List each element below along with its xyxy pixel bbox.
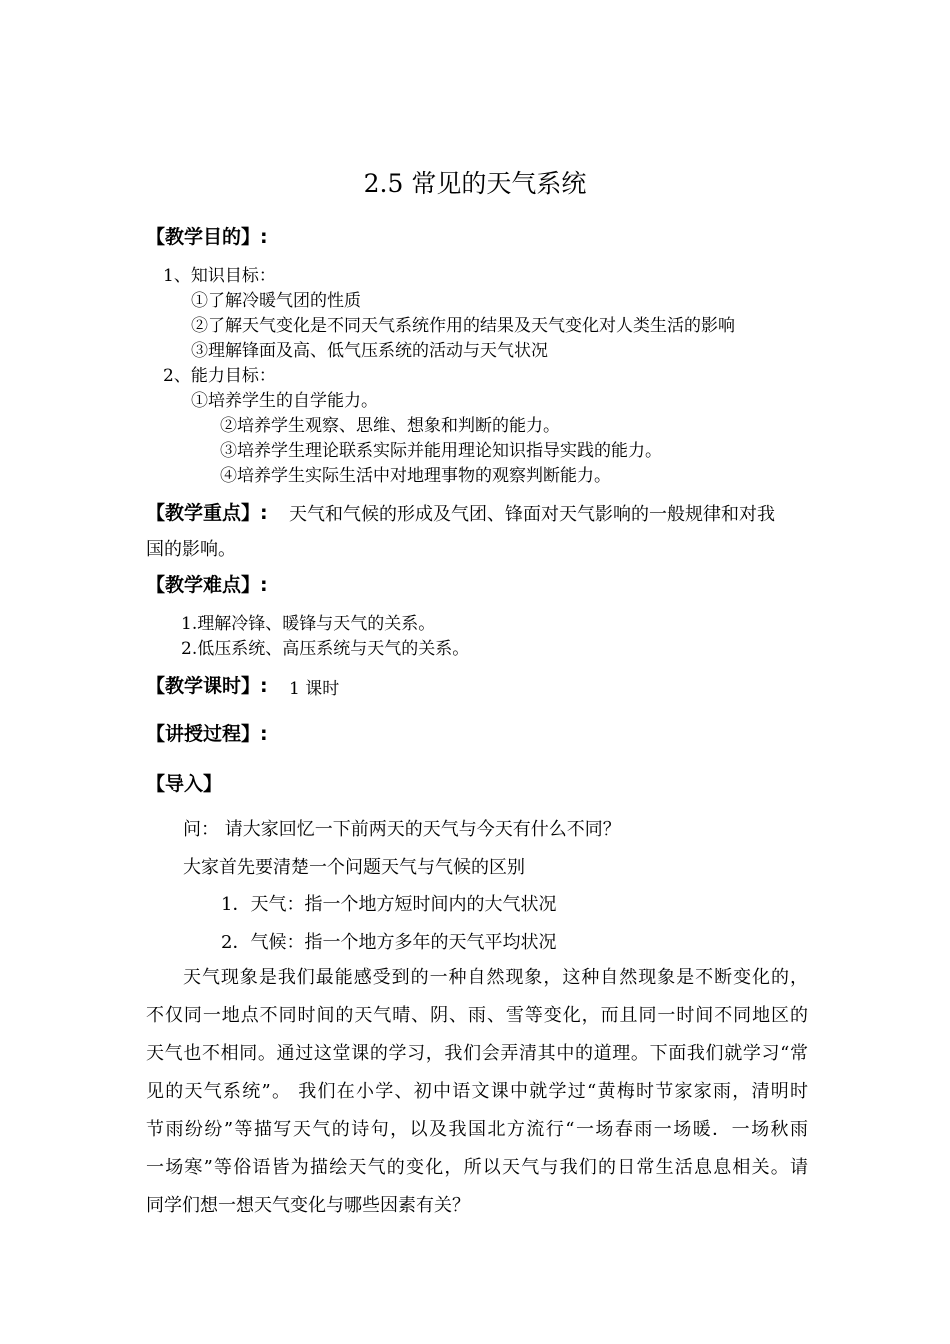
definition-weather: 1．天气：指一个地方短时间内的大气状况 [221, 894, 557, 915]
intro-paragraph-line: 不仅同一地点不同时间的天气晴、阴、雨、雪等变化，而且同一时间不同地区的 [146, 1005, 808, 1026]
intro-paragraph-line: 一场寒”等俗语皆为描绘天气的变化，所以天气与我们的日常生活息息相关。请 [146, 1157, 808, 1178]
key-points-heading: 【教学重点】: [146, 502, 268, 524]
intro-paragraph-line: 节雨纷纷”等描写天气的诗句，以及我国北方流行“一场春雨一场暖．一场秋雨 [146, 1119, 808, 1140]
ability-goal-item: ②培养学生观察、思维、想象和判断的能力。 [220, 416, 560, 436]
knowledge-goal-item: ①了解冷暖气团的性质 [191, 291, 361, 311]
knowledge-goal-item: ②了解天气变化是不同天气系统作用的结果及天气变化对人类生活的影响 [191, 316, 735, 336]
definition-climate: 2．气候：指一个地方多年的天气平均状况 [221, 932, 557, 953]
intro-heading: 【导入】 [146, 773, 223, 795]
intro-paragraph-last-line: 同学们想一想天气变化与哪些因素有关？ [146, 1195, 470, 1216]
ability-goal-item: ④培养学生实际生活中对地理事物的观察判断能力。 [220, 466, 611, 486]
intro-paragraph-line: 见的天气系统”。 我们在小学、初中语文课中就学过“黄梅时节家家雨，清明时 [146, 1081, 808, 1102]
intro-question: 问： 请大家回忆一下前两天的天气与今天有什么不同？ [183, 819, 621, 840]
hours-value: 1 课时 [289, 679, 340, 699]
ability-goal-item: ③培养学生理论联系实际并能用理论知识指导实践的能力。 [220, 441, 662, 461]
key-points-text-continued: 国的影响。 [146, 539, 236, 560]
objectives-heading: 【教学目的】: [146, 226, 268, 248]
intro-line: 大家首先要清楚一个问题天气与气候的区别 [183, 857, 525, 878]
page-title: 2.5 常见的天气系统 [363, 169, 587, 198]
knowledge-goal-item: ③理解锋面及高、低气压系统的活动与天气状况 [191, 341, 548, 361]
difficulty-item: 2.低压系统、高压系统与天气的关系。 [181, 639, 470, 659]
hours-heading: 【教学课时】: [146, 675, 268, 697]
difficulties-heading: 【教学难点】: [146, 574, 268, 596]
intro-paragraph-line: 天气也不相同。通过这堂课的学习，我们会弄清其中的道理。下面我们就学习“常 [146, 1043, 808, 1064]
key-points-text: 天气和气候的形成及气团、锋面对天气影响的一般规律和对我 [289, 504, 775, 525]
intro-paragraph-line: 天气现象是我们最能感受到的一种自然现象，这种自然现象是不断变化的， [183, 967, 808, 988]
process-heading: 【讲授过程】: [146, 723, 268, 745]
difficulty-item: 1.理解冷锋、暖锋与天气的关系。 [181, 614, 436, 634]
ability-goal-item: ①培养学生的自学能力。 [191, 391, 378, 411]
ability-goal-label: 2、能力目标： [163, 366, 276, 386]
knowledge-goal-label: 1、知识目标： [163, 266, 276, 286]
